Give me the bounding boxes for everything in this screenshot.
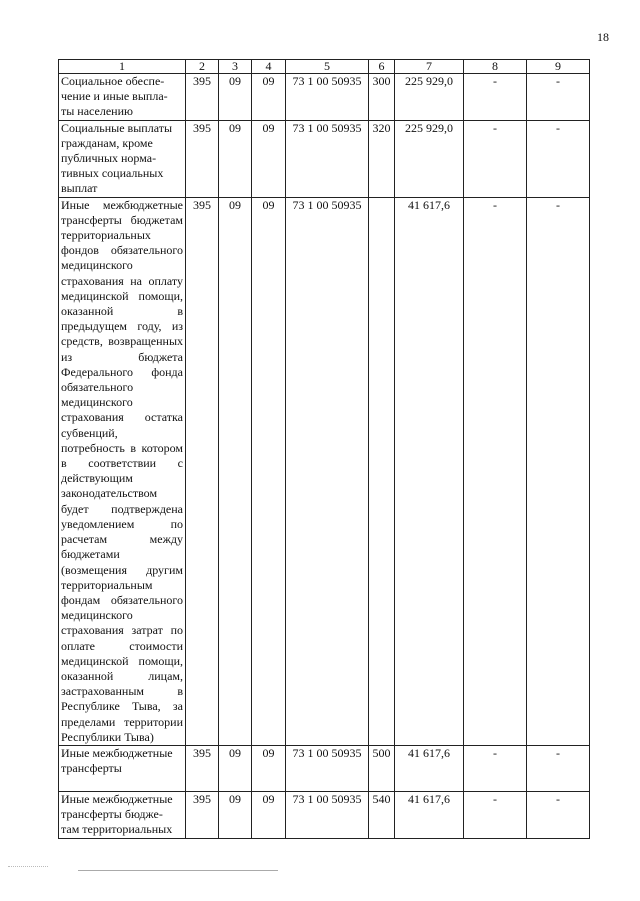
cell-section: 09: [219, 120, 252, 197]
header-cell: 2: [186, 60, 219, 74]
header-cell: 1: [59, 60, 186, 74]
cell-type: [369, 197, 395, 745]
cell-section: 09: [219, 791, 252, 838]
cell-type: 320: [369, 120, 395, 197]
row-name: Социальное обеспе- чение и иные выпла- ты населению: [59, 74, 186, 121]
table-row: [59, 197, 590, 745]
cell-section: 09: [219, 745, 252, 791]
cell-target: 73 1 00 50935: [286, 74, 369, 121]
cell-code: 395: [186, 791, 219, 838]
header-cell: 8: [464, 60, 527, 74]
cell-type: 500: [369, 745, 395, 791]
cell-col8: -: [464, 791, 527, 838]
cell-amount: 225 929,0: [395, 120, 464, 197]
row-name: Социальные выплаты гражданам, кроме публичных норма- тивных социальных выплат: [59, 120, 186, 197]
footer-rule: [78, 870, 278, 871]
page-number: 18: [597, 30, 609, 44]
cell-section: 09: [219, 197, 252, 745]
cell-code: 395: [186, 745, 219, 791]
header-cell: 9: [527, 60, 590, 74]
table-row: [59, 74, 590, 121]
cell-amount: 41 617,6: [395, 197, 464, 745]
cell-col9: -: [527, 791, 590, 838]
cell-code: 395: [186, 120, 219, 197]
header-cell: 4: [252, 60, 286, 74]
header-cell: 6: [369, 60, 395, 74]
cell-target: 73 1 00 50935: [286, 745, 369, 791]
row-name: Иные межбюджетные трансферты: [59, 745, 186, 791]
cell-col8: -: [464, 197, 527, 745]
scan-artifact: [8, 866, 48, 871]
cell-section: 09: [219, 74, 252, 121]
cell-type: 300: [369, 74, 395, 121]
cell-target: 73 1 00 50935: [286, 197, 369, 745]
row-name: Иные межбюджетные трансферты бюджетам территориальных фондов обязательного медицинского страхования на оплату медицинской помощи, оказанной в предыдущем году, из средств, возвращенных из бюджета Федерального фонда обязательного медицинского страхования остатка субвенций, потребность в котором в соответствии с действующим законодательством будет подтверждена уведомлением по расчетам между бюджетами (возмещения другим территориальным фондам обязательного медицинского страхования затрат по оплате стоимости медицинской помощи, оказанной лицам, застрахованным в Республике Тыва, за пределами территории Республики Тыва): [59, 197, 186, 745]
cell-subsection: 09: [252, 197, 286, 745]
cell-subsection: 09: [252, 791, 286, 838]
cell-code: 395: [186, 197, 219, 745]
cell-amount: 41 617,6: [395, 745, 464, 791]
cell-col8: -: [464, 745, 527, 791]
table-row: [59, 791, 590, 838]
cell-type: 540: [369, 791, 395, 838]
cell-subsection: 09: [252, 745, 286, 791]
cell-subsection: 09: [252, 120, 286, 197]
cell-col9: -: [527, 745, 590, 791]
cell-col8: -: [464, 74, 527, 121]
cell-col8: -: [464, 120, 527, 197]
cell-amount: 41 617,6: [395, 791, 464, 838]
cell-target: 73 1 00 50935: [286, 791, 369, 838]
table-row: [59, 745, 590, 791]
cell-target: 73 1 00 50935: [286, 120, 369, 197]
cell-col9: -: [527, 197, 590, 745]
cell-col9: -: [527, 74, 590, 121]
header-cell: 7: [395, 60, 464, 74]
cell-code: 395: [186, 74, 219, 121]
row-name: Иные межбюджетные трансферты бюдже- там территориальных: [59, 791, 186, 838]
cell-subsection: 09: [252, 74, 286, 121]
header-cell: 5: [286, 60, 369, 74]
budget-table: [58, 59, 590, 839]
header-cell: 3: [219, 60, 252, 74]
cell-col9: -: [527, 120, 590, 197]
table-row: [59, 120, 590, 197]
header-row: [59, 60, 590, 74]
cell-amount: 225 929,0: [395, 74, 464, 121]
